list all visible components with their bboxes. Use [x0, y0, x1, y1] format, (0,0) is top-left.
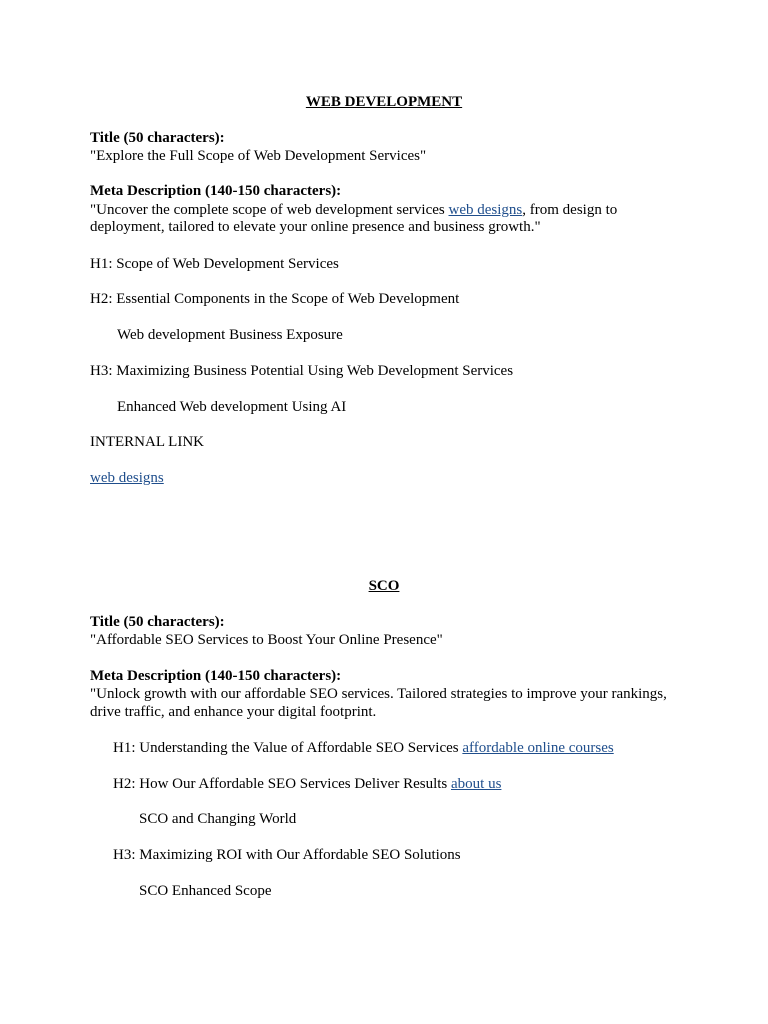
web-h2-subitem: Web development Business Exposure [117, 327, 343, 343]
web-title-label: Title (50 characters): [90, 130, 225, 146]
seo-meta-label: Meta Description (140-150 characters): [90, 668, 342, 684]
internal-link-label: INTERNAL LINK [90, 434, 205, 450]
seo-h3: H3: Maximizing ROI with Our Affordable SEO Solutions [113, 847, 461, 863]
web-meta-text-after: , from design to [522, 202, 618, 218]
web-h1: H1: Scope of Web Development Services [90, 256, 339, 272]
about-us-link[interactable]: about us [451, 776, 502, 792]
seo-h3-subitem: SCO Enhanced Scope [139, 883, 272, 899]
affordable-online-courses-link[interactable]: affordable online courses [462, 740, 614, 756]
seo-h2 [113, 775, 678, 793]
web-meta-text-before: "Uncover the complete scope of web development services [90, 202, 449, 218]
seo-title-value: "Affordable SEO Services to Boost Your Online Presence" [90, 632, 443, 648]
web-section-heading: WEB DEVELOPMENT [305, 94, 463, 110]
web-h3: H3: Maximizing Business Potential Using Web Development Services [90, 363, 514, 379]
web-designs-link[interactable]: web designs [448, 202, 523, 218]
web-h2: H2: Essential Components in the Scope of Web Development [90, 291, 460, 307]
seo-section-heading: SCO [368, 578, 400, 594]
seo-meta-line-1: "Unlock growth with our affordable SEO services. Tailored strategies to improve your rankings, [90, 686, 667, 702]
internal-web-designs-link[interactable]: web designs [90, 470, 164, 486]
seo-meta-line-2: drive traffic, and enhance your digital footprint. [90, 704, 377, 720]
seo-h2-text: H2: How Our Affordable SEO Services Deliver Results [113, 776, 451, 792]
web-meta-line-1 [90, 201, 678, 219]
web-meta-label: Meta Description (140-150 characters): [90, 183, 342, 199]
seo-h2-subitem: SCO and Changing World [139, 811, 297, 827]
seo-title-label: Title (50 characters): [90, 614, 225, 630]
web-h3-subitem: Enhanced Web development Using AI [117, 399, 347, 415]
seo-h1 [113, 739, 678, 757]
seo-h1-text: H1: Understanding the Value of Affordable SEO Services [113, 740, 463, 756]
web-title-value: "Explore the Full Scope of Web Development Services" [90, 148, 427, 164]
web-meta-line-2: deployment, tailored to elevate your online presence and business growth." [90, 219, 541, 235]
internal-link-item [90, 469, 678, 487]
